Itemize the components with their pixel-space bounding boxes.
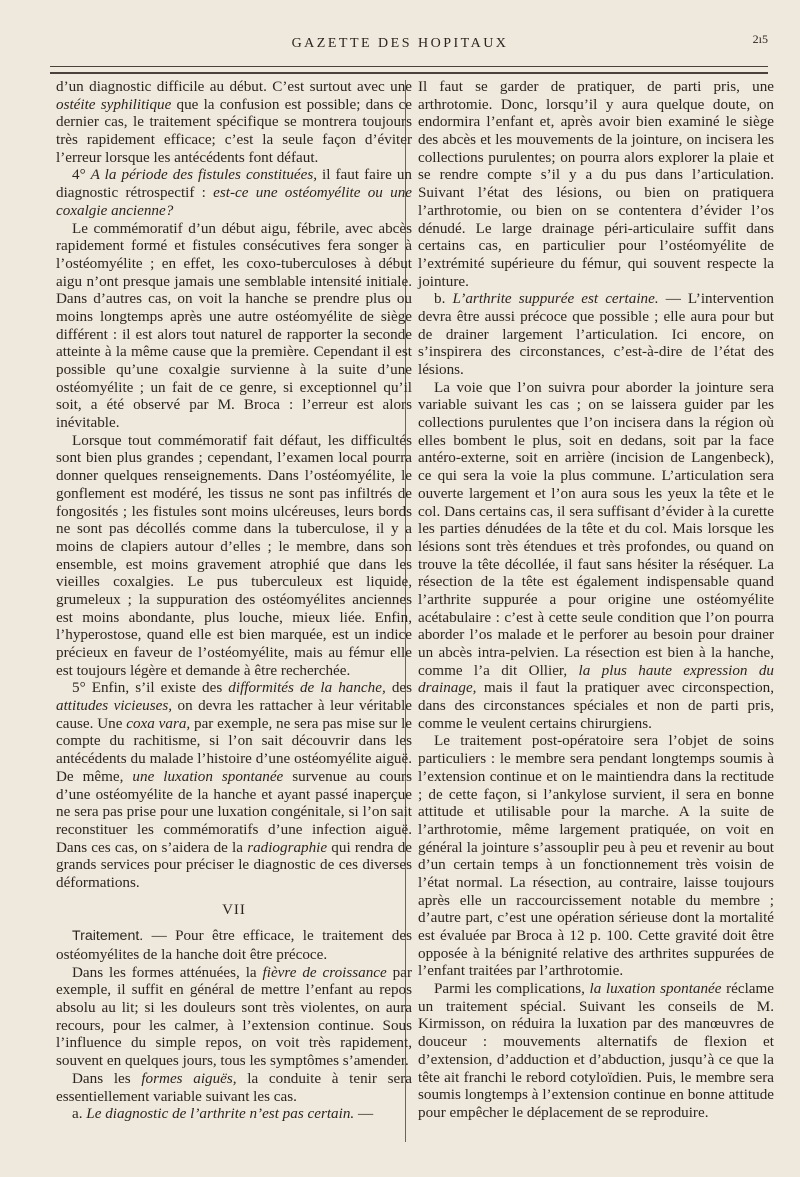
page-number: 2ı5 bbox=[752, 32, 768, 46]
header-rule-thick bbox=[50, 72, 768, 74]
section-heading: VII bbox=[222, 901, 246, 918]
paragraph: Dans les formes aiguës, la conduite à tenir sera essentiellement variable suivant les cas. bbox=[56, 1069, 412, 1105]
paragraph: Traitement. — Pour être efficace, le traitement des ostéomyélites de la hanche doit être précoce. bbox=[56, 927, 412, 963]
paragraph: a. Le diagnostic de l’arthrite n’est pas certain. — bbox=[72, 1105, 374, 1123]
paragraph: d’un diagnostic difficile au début. C’est surtout avec une ostéite syphilitique que la confusion est possible; dans ce dernier cas, le traitement spécifique se montrera toujours très rapidement efficace; c’est la seule façon d’éviter l’erreur lorsque les antécédents font défaut. bbox=[56, 78, 412, 166]
journal-title: GAZETTE DES HOPITAUX bbox=[291, 36, 509, 51]
paragraph: Parmi les complications, la luxation spontanée réclame un traitement spécial. Suivant les conseils de M. Kirmisson, on réduira la luxation par des manœuvres de douceur : mouvements alternatifs de flexion et d’extension, d’adduction et d’abduction, jusqu’à ce que la tête ait franchi le rebord cotyloïdien. Puis, le membre sera soumis longtemps à l’extension continue en bonne attitude pour empêcher le déplacement de se reproduire. bbox=[418, 980, 774, 1121]
paragraph: La voie que l’on suivra pour aborder la jointure sera variable suivant les cas ; on se laissera guider par les collections purulentes que l’on incisera dans la région où elles bombent le plus, soit en dedans, soit par la face antéro-externe, soit en arrière (incision de Langenbeck), ce qui sera la voie la plus commune. L’articulation sera ouverte largement et l’on aura sous les yeux la tête et le col. Dans certains cas, il sera suffisant d’évider à la curette les parties dénudées de la tête et du col. Mais lorsque les lésions sont très étendues et très profondes, ou quand on trouve la tête décollée, il faut sans hésiter la réséquer. La résection de la tête est également indispensable quand l’arthrite suppurée a pour origine une ostéomyélite acétabulaire : c’est à cette seule condition que l’on pourra aborder l’os malade et le perforer au besoin pour drainer un abcès intra-pelvien. La résection est bien à la hanche, comme l’a dit Ollier, la plus haute expression du drainage, mais il faut la pratiquer avec circonspection, dans des circonstances spéciales et non de parti pris, comme le veulent certains chirurgiens. bbox=[418, 378, 774, 732]
paragraph: Dans les formes atténuées, la fièvre de croissance par exemple, il suffit en général de mettre l’enfant au repos absolu au lit; si les douleurs sont très violentes, on aura recours, pour les calmer, à l’extension continue. Sous l’influence du simple repos, on voit très rapidement, souvent en quelques jours, tous les symptômes s’amender. bbox=[56, 963, 412, 1070]
header-rule bbox=[50, 66, 768, 67]
paragraph: Il faut se garder de pratiquer, de parti pris, une arthrotomie. Donc, lorsqu’il y aura quelque doute, on endormira l’enfant et, après avoir bien examiné le siège des abcès et les mouvements de la jointure, on incisera les collections purulentes; on pourra alors explorer la plaie et se rendre compte s’il y a du pus dans l’articulation. Suivant l’état des lésions, ou bien on pratiquera l’arthrotomie, ou bien on se contentera d’évider l’os dénudé. Le large drainage péri-articulaire suffit dans certains cas, en particulier pour l’ostéomyélite de l’extrémité supérieure du fémur, qui souvent respecte la jointure. bbox=[418, 78, 774, 290]
paragraph: 5° Enfin, s’il existe des difformités de la hanche, des attitudes vicieuses, on devra les rattacher à leur véritable cause. Une coxa vara, par exemple, ne sera pas mise sur le compte du rachitisme, si l’on sait découvrir dans les antécédents du malade l’histoire d’une ostéomyélite aiguë. De même, une luxation spontanée survenue au cours d’une ostéomyélite de la hanche et ayant passé inaperçue ne sera pas prise pour une luxation congénitale, si l’on sait reconstituer les commémoratifs d’une infection aiguë. Dans ces cas, on s’aidera de la radiographie qui rendra de grands services pour préciser le diagnostic de ces diverses déformations. bbox=[56, 679, 412, 891]
right-column bbox=[418, 78, 774, 1122]
left-column bbox=[56, 78, 412, 1123]
paragraph: Le commémoratif d’un début aigu, fébrile, avec abcès rapidement formé et fistules consécutives fera songer à l’ostéomyélite ; en effet, les coxo-tuberculoses à début aigu n’ont presque jamais une semblable intensité initiale. Dans d’autres cas, on voit la hanche se prendre plus ou moins longtemps après une autre ostéomyélite de siège différent : il est alors tout naturel de rapporter la seconde atteinte à la même cause que la première. Cependant il est possible qu’une coxalgie survienne à la suite d’une ostéomyélite ; un fait de ce genre, si exceptionnel qu’il soit, a été observé par M. Broca : l’erreur est alors inévitable. bbox=[56, 219, 412, 432]
paragraph: b. L’arthrite suppurée est certaine. — L’intervention devra être aussi précoce que possible ; elle aura pour but de drainer largement l’articulation. Ici encore, on s’inspirera des circonstances, c’est-à-dire de l’état des lésions. bbox=[418, 290, 774, 378]
paragraph: Le traitement post-opératoire sera l’objet de soins particuliers : le membre sera pendant longtemps soumis à l’extension continue et on le maintiendra dans la rectitude ; de cette façon, si l’ankylose survient, il sera en bonne attitude et utilisable pour la marche. A la suite de l’arthrotomie, même largement pratiquée, on voit en général la jointure s’assouplir peu à peu et revenir au bout d’un certain temps à un fonctionnement très voisin de l’état normal. La résection, au contraire, laisse toujours après elle un raccourcissement notable du membre ; d’autre part, c’est une opération sérieuse dont la mortalité est évaluée par Broca à 12 p. 100. Cette gravité doit être opposée à la bénignité relative des arthrites suppurées de l’enfant traitées par l’arthrotomie. bbox=[418, 732, 774, 980]
section-lead: Traitement. bbox=[72, 928, 144, 945]
page-header bbox=[0, 32, 800, 60]
paragraph: 4° A la période des fistules constituées, il faut faire un diagnostic rétrospectif : est-ce une ostéomyélite ou une coxalgie ancienne? bbox=[56, 166, 412, 219]
paragraph: Lorsque tout commémoratif fait défaut, les difficultés sont bien plus grandes ; cependant, l’examen local pourra donner quelques renseignements. Dans l’ostéomyélite, le gonflement est modéré, les tissus ne sont pas infiltrés de fongosités ; les fistules sont moins ulcéreuses, leurs bords ne sont pas décollés comme dans la tuberculose, il y a moins de clapiers autour d’elles ; le membre, dans son ensemble, est moins gravement atrophié que dans les vieilles coxalgies. Le pus tuberculeux est liquide, grumeleux ; la suppuration des ostéomyélites anciennes est moins abondante, plus louche, mieux liée. Enfin, l’hyperostose, quand elle est bien marquée, est un indice précieux en faveur de l’ostéomyélite, mais au fémur elle est toujours légère et demande à être recherchée. bbox=[56, 431, 412, 679]
